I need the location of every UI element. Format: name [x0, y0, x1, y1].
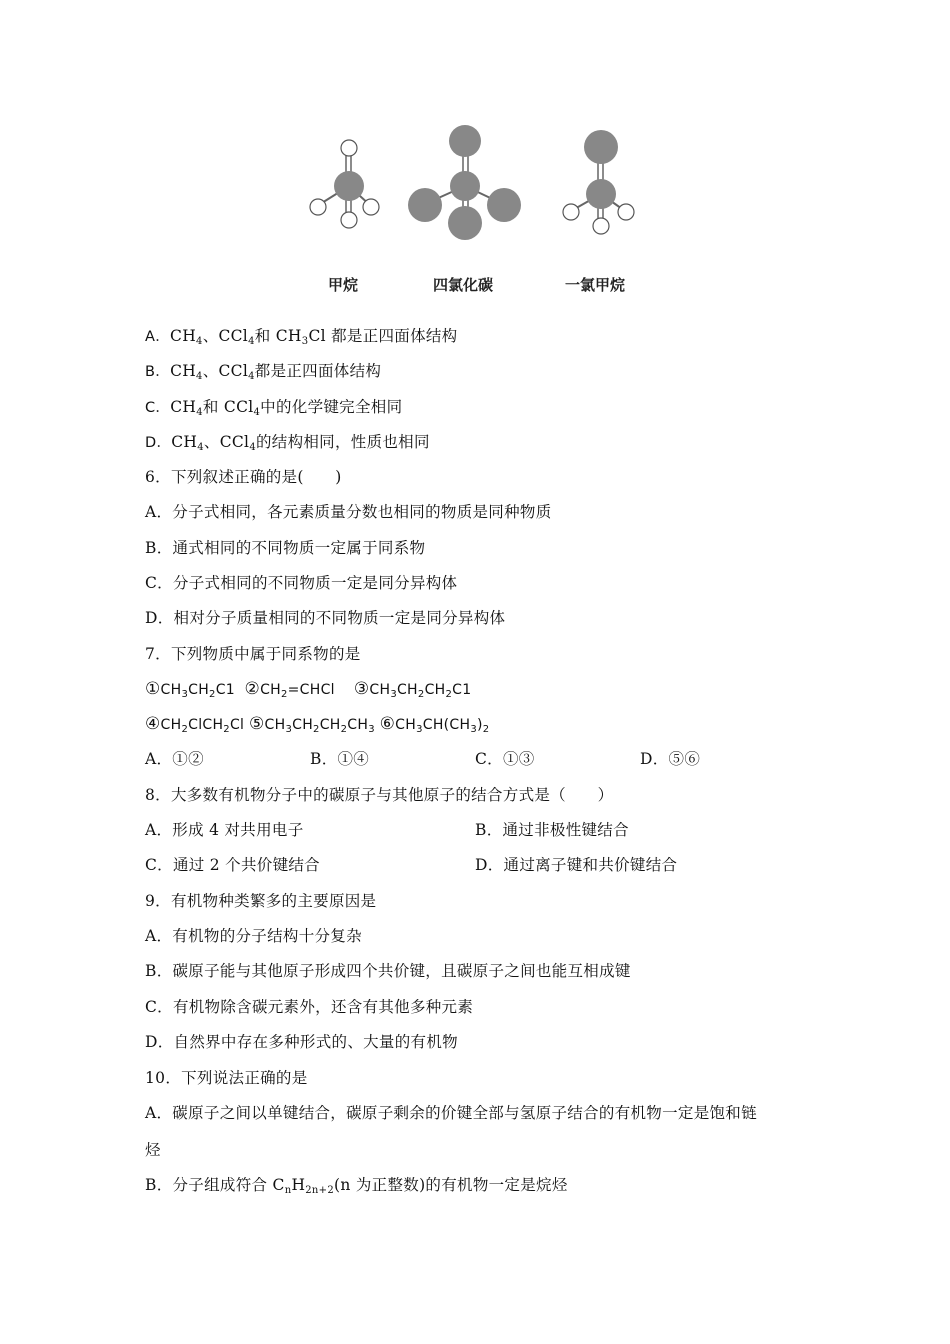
q7-option-c: C．①③: [475, 750, 535, 768]
q7-option-a: A．①②: [145, 750, 204, 768]
q10-option-a-line-2: 烃: [145, 1141, 161, 1159]
q6-stem: 6．下列叙述正确的是( ): [145, 468, 342, 486]
q7-item-5: $⑤CH_3CH_2CH_2CH_3$: [249, 714, 375, 735]
q9-option-b: B．碳原子能与其他原子形成四个共价键，且碳原子之间也能互相成键: [145, 962, 631, 980]
q5-option-b: B．$CH_4$、CCl$_4$都是正四面体结构: [145, 362, 382, 382]
q7-option-b: B．①④: [310, 750, 370, 768]
q8-option-a: A．形成 4 对共用电子: [145, 821, 304, 839]
q8-option-b: B．通过非极性键结合: [475, 821, 629, 839]
q5-option-a: A．$CH_4$、CCl$_4$和 $CH_3Cl$ 都是正四面体结构: [145, 327, 458, 347]
q10-option-a-line-1: A．碳原子之间以单键结合，碳原子剩余的价键全部与氢原子结合的有机物一定是饱和链: [145, 1104, 757, 1122]
q6-option-b: B．通式相同的不同物质一定属于同系物: [145, 539, 426, 557]
q10-option-b: B．分子组成符合 $C_nH_{2n+2}(n$ 为正整数)的有机物一定是烷烃: [145, 1176, 568, 1196]
caption-chloromethane: 一氯甲烷: [565, 276, 626, 294]
q10-stem: 10．下列说法正确的是: [145, 1069, 308, 1087]
q8-option-d: D．通过离子键和共价键结合: [475, 856, 678, 874]
q9-option-a: A．有机物的分子结构十分复杂: [145, 927, 362, 945]
q7-item-3: $③CH_3CH_2CH_2C1$: [353, 679, 472, 700]
q7-compounds-row-1: [145, 679, 471, 700]
q8-stem: 8．大多数有机物分子中的碳原子与其他原子的结合方式是（ ）: [145, 786, 614, 804]
methane-model: [310, 140, 379, 228]
q6-option-c: C．分子式相同的不同物质一定是同分异构体: [145, 574, 458, 592]
q8-option-c: C．通过 2 个共价键结合: [145, 856, 320, 874]
q5-option-d: D．$CH_4$、CCl$_4$的结构相同，性质也相同: [145, 433, 430, 453]
q5-option-c: C．$CH_4$和 CCl$_4$中的化学键完全相同: [145, 398, 403, 418]
q7-item-1: $①CH_3CH_2C1$: [145, 679, 235, 700]
q6-option-a: A．分子式相同，各元素质量分数也相同的物质是同种物质: [145, 503, 552, 521]
chloromethane-model: [563, 130, 634, 234]
q7-item-6: $⑥CH_3CH(CH_3)_2$: [379, 714, 490, 735]
caption-carbon-tetrachloride: 四氯化碳: [433, 276, 494, 294]
molecule-models-figure: [295, 118, 655, 308]
q6-option-d: D．相对分子质量相同的不同物质一定是同分异构体: [145, 609, 506, 627]
q9-stem: 9．有机物种类繁多的主要原因是: [145, 892, 377, 910]
q7-option-d: D．⑤⑥: [640, 750, 701, 768]
caption-methane: 甲烷: [328, 276, 359, 294]
q9-option-d: D．自然界中存在多种形式的、大量的有机物: [145, 1033, 458, 1051]
q7-item-4: $④CH_2ClCH_2Cl$: [145, 714, 245, 735]
carbon-tetrachloride-model: [408, 125, 521, 240]
q7-stem: 7．下列物质中属于同系物的是: [145, 645, 361, 663]
q7-item-2: $②CH_2=CHCl$: [244, 679, 335, 700]
q9-option-c: C．有机物除含碳元素外，还含有其他多种元素: [145, 998, 474, 1016]
molecule-models-drawing: [295, 118, 655, 268]
q7-compounds-row-2: [145, 714, 489, 735]
